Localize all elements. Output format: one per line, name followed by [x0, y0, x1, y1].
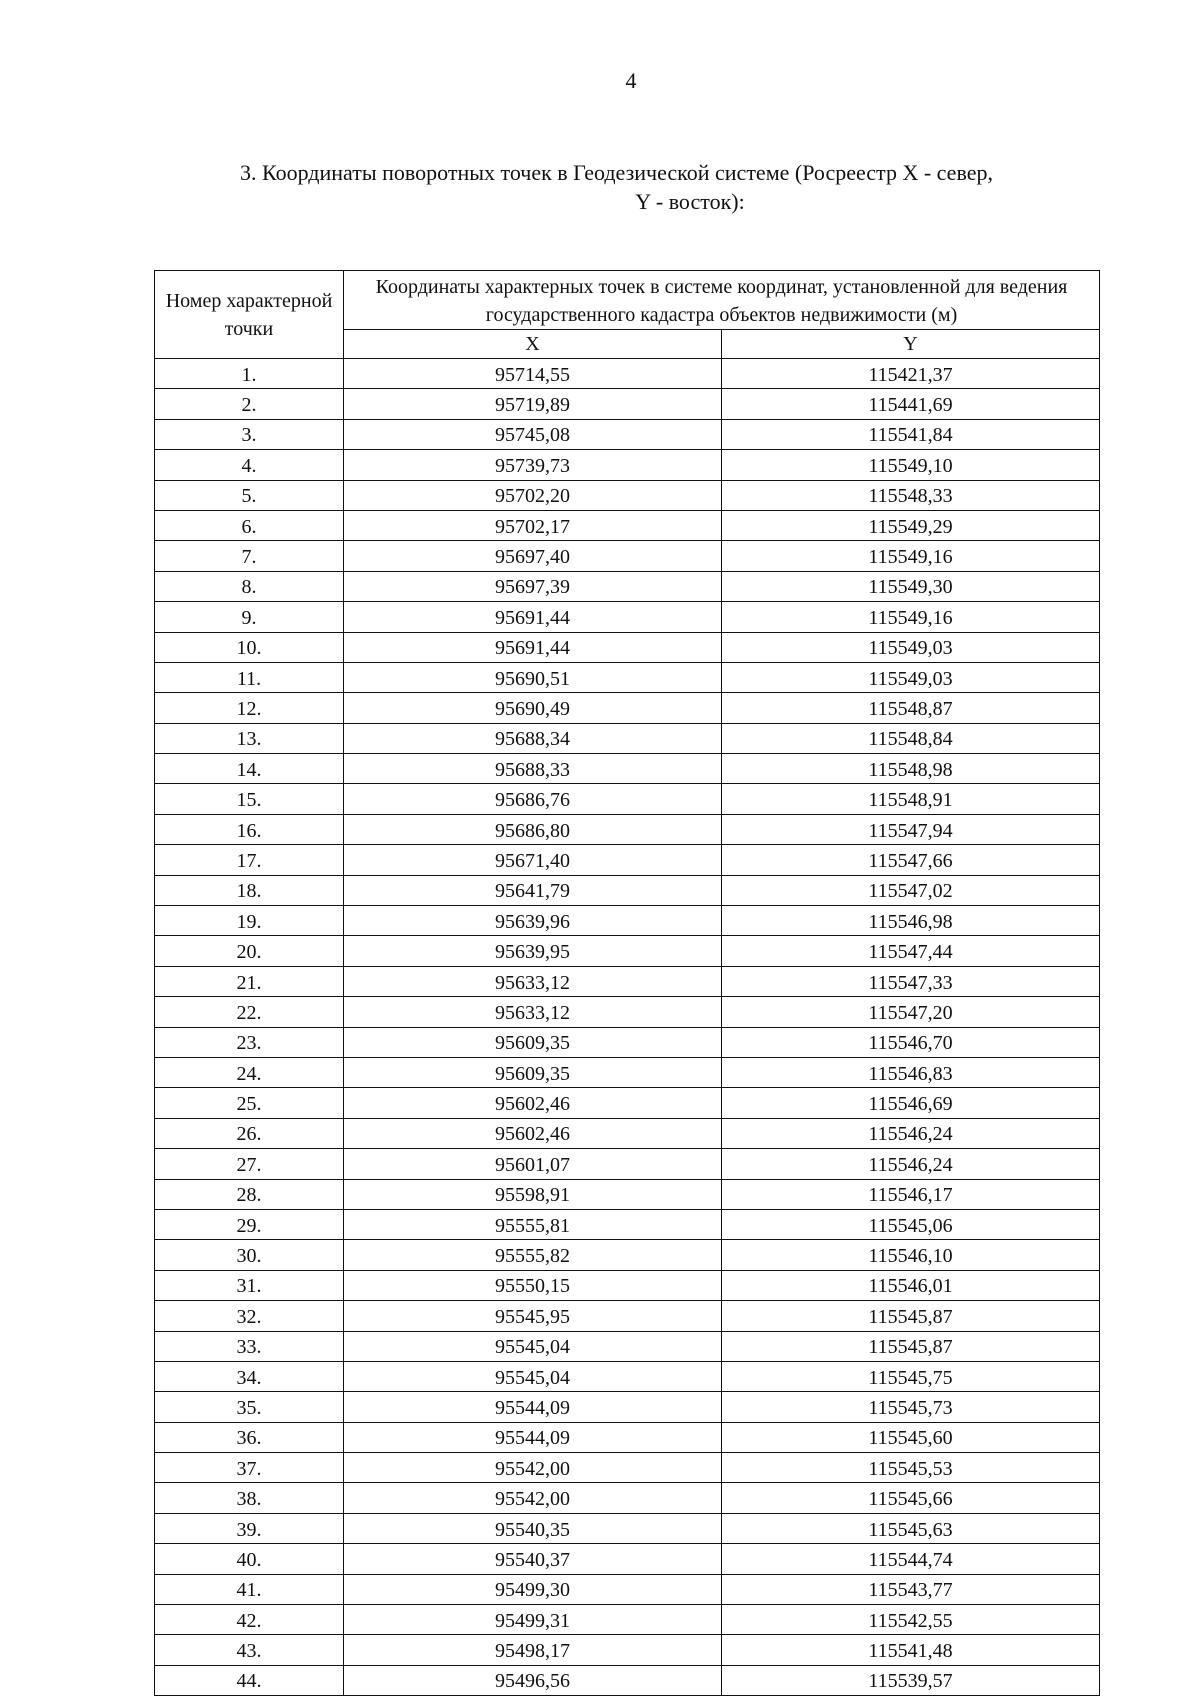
- table-row: [155, 1270, 1100, 1300]
- point-number-cell: 5.: [155, 480, 344, 510]
- point-number-cell: 9.: [155, 602, 344, 632]
- x-coordinate-cell: 95686,80: [344, 814, 722, 844]
- x-coordinate-cell: 95697,39: [344, 571, 722, 601]
- point-number-cell: 25.: [155, 1088, 344, 1118]
- point-number-cell: 36.: [155, 1422, 344, 1452]
- y-coordinate-cell: 115549,16: [722, 602, 1100, 632]
- x-coordinate-cell: 95609,35: [344, 1057, 722, 1087]
- x-coordinate-cell: 95540,35: [344, 1513, 722, 1543]
- y-coordinate-cell: 115548,84: [722, 723, 1100, 753]
- y-coordinate-cell: 115539,57: [722, 1665, 1100, 1695]
- x-coordinate-cell: 95745,08: [344, 419, 722, 449]
- x-column-header: X: [344, 330, 722, 359]
- section-heading-line-2: Y - восток):: [635, 189, 745, 214]
- x-coordinate-cell: 95697,40: [344, 541, 722, 571]
- point-number-cell: 21.: [155, 966, 344, 996]
- y-coordinate-cell: 115545,63: [722, 1513, 1100, 1543]
- y-column-header: Y: [722, 330, 1100, 359]
- y-coordinate-cell: 115545,87: [722, 1331, 1100, 1361]
- point-number-cell: 35.: [155, 1392, 344, 1422]
- x-coordinate-cell: 95633,12: [344, 997, 722, 1027]
- point-number-cell: 32.: [155, 1301, 344, 1331]
- table-row: [155, 1179, 1100, 1209]
- point-number-cell: 27.: [155, 1149, 344, 1179]
- table-row: [155, 541, 1100, 571]
- table-row: [155, 966, 1100, 996]
- coordinates-table: [154, 270, 1100, 1696]
- point-number-cell: 12.: [155, 693, 344, 723]
- y-coordinate-cell: 115548,98: [722, 754, 1100, 784]
- table-row: [155, 1209, 1100, 1239]
- point-number-cell: 28.: [155, 1179, 344, 1209]
- table-row: [155, 359, 1100, 389]
- point-number-cell: 3.: [155, 419, 344, 449]
- y-coordinate-cell: 115547,20: [722, 997, 1100, 1027]
- point-number-cell: 31.: [155, 1270, 344, 1300]
- table-row: [155, 693, 1100, 723]
- point-number-cell: 22.: [155, 997, 344, 1027]
- table-row: [155, 814, 1100, 844]
- table-row: [155, 662, 1100, 692]
- y-coordinate-cell: 115546,01: [722, 1270, 1100, 1300]
- x-coordinate-cell: 95499,30: [344, 1574, 722, 1604]
- x-coordinate-cell: 95691,44: [344, 602, 722, 632]
- point-number-cell: 8.: [155, 571, 344, 601]
- point-number-cell: 16.: [155, 814, 344, 844]
- x-coordinate-cell: 95691,44: [344, 632, 722, 662]
- y-coordinate-cell: 115547,33: [722, 966, 1100, 996]
- y-coordinate-cell: 115546,10: [722, 1240, 1100, 1270]
- coordinates-table-body: [155, 359, 1100, 1696]
- y-coordinate-cell: 115547,44: [722, 936, 1100, 966]
- x-coordinate-cell: 95702,17: [344, 510, 722, 540]
- x-coordinate-cell: 95496,56: [344, 1665, 722, 1695]
- table-row: [155, 571, 1100, 601]
- table-row: [155, 1483, 1100, 1513]
- point-number-cell: 14.: [155, 754, 344, 784]
- y-coordinate-cell: 115545,60: [722, 1422, 1100, 1452]
- y-coordinate-cell: 115545,66: [722, 1483, 1100, 1513]
- table-row: [155, 936, 1100, 966]
- table-row: [155, 784, 1100, 814]
- y-coordinate-cell: 115545,53: [722, 1453, 1100, 1483]
- y-coordinate-cell: 115441,69: [722, 389, 1100, 419]
- table-row: [155, 602, 1100, 632]
- table-row: [155, 1665, 1100, 1695]
- point-number-cell: 43.: [155, 1635, 344, 1665]
- x-coordinate-cell: 95545,04: [344, 1361, 722, 1391]
- y-coordinate-cell: 115546,70: [722, 1027, 1100, 1057]
- point-number-cell: 19.: [155, 906, 344, 936]
- table-row: [155, 1331, 1100, 1361]
- y-coordinate-cell: 115545,87: [722, 1301, 1100, 1331]
- y-coordinate-cell: 115546,98: [722, 906, 1100, 936]
- point-number-cell: 33.: [155, 1331, 344, 1361]
- x-coordinate-cell: 95641,79: [344, 875, 722, 905]
- point-number-cell: 23.: [155, 1027, 344, 1057]
- x-coordinate-cell: 95598,91: [344, 1179, 722, 1209]
- point-number-header: Номер характерной точки: [155, 271, 344, 359]
- point-number-cell: 39.: [155, 1513, 344, 1543]
- y-coordinate-cell: 115548,33: [722, 480, 1100, 510]
- y-coordinate-cell: 115545,75: [722, 1361, 1100, 1391]
- y-coordinate-cell: 115546,69: [722, 1088, 1100, 1118]
- point-number-cell: 2.: [155, 389, 344, 419]
- y-coordinate-cell: 115546,83: [722, 1057, 1100, 1087]
- y-coordinate-cell: 115548,91: [722, 784, 1100, 814]
- x-coordinate-cell: 95690,49: [344, 693, 722, 723]
- table-row: [155, 1453, 1100, 1483]
- x-coordinate-cell: 95686,76: [344, 784, 722, 814]
- y-coordinate-cell: 115541,84: [722, 419, 1100, 449]
- x-coordinate-cell: 95671,40: [344, 845, 722, 875]
- y-coordinate-cell: 115545,06: [722, 1209, 1100, 1239]
- point-number-cell: 24.: [155, 1057, 344, 1087]
- table-row: [155, 875, 1100, 905]
- x-coordinate-cell: 95545,95: [344, 1301, 722, 1331]
- y-coordinate-cell: 115547,02: [722, 875, 1100, 905]
- y-coordinate-cell: 115542,55: [722, 1605, 1100, 1635]
- table-row: [155, 1027, 1100, 1057]
- x-coordinate-cell: 95639,96: [344, 906, 722, 936]
- section-heading: [240, 158, 1100, 216]
- point-number-cell: 18.: [155, 875, 344, 905]
- point-number-cell: 26.: [155, 1118, 344, 1148]
- point-number-cell: 7.: [155, 541, 344, 571]
- y-coordinate-cell: 115421,37: [722, 359, 1100, 389]
- x-coordinate-cell: 95719,89: [344, 389, 722, 419]
- table-row: [155, 1513, 1100, 1543]
- x-coordinate-cell: 95690,51: [344, 662, 722, 692]
- x-coordinate-cell: 95555,82: [344, 1240, 722, 1270]
- point-number-cell: 1.: [155, 359, 344, 389]
- table-row: [155, 1361, 1100, 1391]
- table-row: [155, 1057, 1100, 1087]
- point-number-cell: 4.: [155, 450, 344, 480]
- y-coordinate-cell: 115549,03: [722, 632, 1100, 662]
- y-coordinate-cell: 115546,24: [722, 1149, 1100, 1179]
- point-number-cell: 10.: [155, 632, 344, 662]
- point-number-cell: 17.: [155, 845, 344, 875]
- table-row: [155, 1118, 1100, 1148]
- y-coordinate-cell: 115546,17: [722, 1179, 1100, 1209]
- x-coordinate-cell: 95739,73: [344, 450, 722, 480]
- x-coordinate-cell: 95545,04: [344, 1331, 722, 1361]
- y-coordinate-cell: 115549,29: [722, 510, 1100, 540]
- y-coordinate-cell: 115543,77: [722, 1574, 1100, 1604]
- point-number-cell: 6.: [155, 510, 344, 540]
- x-coordinate-cell: 95542,00: [344, 1483, 722, 1513]
- y-coordinate-cell: 115549,30: [722, 571, 1100, 601]
- x-coordinate-cell: 95555,81: [344, 1209, 722, 1239]
- point-number-cell: 30.: [155, 1240, 344, 1270]
- x-coordinate-cell: 95714,55: [344, 359, 722, 389]
- table-row: [155, 450, 1100, 480]
- x-coordinate-cell: 95602,46: [344, 1088, 722, 1118]
- point-number-cell: 38.: [155, 1483, 344, 1513]
- point-number-cell: 40.: [155, 1544, 344, 1574]
- coordinates-header: Координаты характерных точек в системе координат, установленной для ведения государственного кадастра объектов недвижимости (м): [344, 271, 1100, 330]
- x-coordinate-cell: 95601,07: [344, 1149, 722, 1179]
- x-coordinate-cell: 95542,00: [344, 1453, 722, 1483]
- x-coordinate-cell: 95498,17: [344, 1635, 722, 1665]
- point-number-cell: 13.: [155, 723, 344, 753]
- page-number: 4: [625, 68, 637, 93]
- section-heading-line-1: 3. Координаты поворотных точек в Геодезической системе (Росреестр X - север,: [240, 160, 993, 185]
- table-row: [155, 1392, 1100, 1422]
- table-row: [155, 1635, 1100, 1665]
- table-row: [155, 906, 1100, 936]
- y-coordinate-cell: 115547,94: [722, 814, 1100, 844]
- table-row: [155, 1149, 1100, 1179]
- table-row: [155, 1088, 1100, 1118]
- x-coordinate-cell: 95639,95: [344, 936, 722, 966]
- y-coordinate-cell: 115547,66: [722, 845, 1100, 875]
- point-number-cell: 29.: [155, 1209, 344, 1239]
- table-row: [155, 1422, 1100, 1452]
- point-number-cell: 15.: [155, 784, 344, 814]
- point-number-cell: 34.: [155, 1361, 344, 1391]
- y-coordinate-cell: 115549,10: [722, 450, 1100, 480]
- y-coordinate-cell: 115549,03: [722, 662, 1100, 692]
- x-coordinate-cell: 95609,35: [344, 1027, 722, 1057]
- x-coordinate-cell: 95633,12: [344, 966, 722, 996]
- x-coordinate-cell: 95550,15: [344, 1270, 722, 1300]
- table-row: [155, 510, 1100, 540]
- point-number-cell: 20.: [155, 936, 344, 966]
- x-coordinate-cell: 95602,46: [344, 1118, 722, 1148]
- point-number-cell: 11.: [155, 662, 344, 692]
- table-row: [155, 1544, 1100, 1574]
- table-row: [155, 845, 1100, 875]
- table-row: [155, 997, 1100, 1027]
- table-row: [155, 632, 1100, 662]
- y-coordinate-cell: 115541,48: [722, 1635, 1100, 1665]
- point-number-cell: 42.: [155, 1605, 344, 1635]
- x-coordinate-cell: 95702,20: [344, 480, 722, 510]
- table-row: [155, 1240, 1100, 1270]
- table-row: [155, 389, 1100, 419]
- x-coordinate-cell: 95688,34: [344, 723, 722, 753]
- table-row: [155, 754, 1100, 784]
- y-coordinate-cell: 115544,74: [722, 1544, 1100, 1574]
- y-coordinate-cell: 115549,16: [722, 541, 1100, 571]
- table-row: [155, 1605, 1100, 1635]
- table-row: [155, 480, 1100, 510]
- y-coordinate-cell: 115545,73: [722, 1392, 1100, 1422]
- table-row: [155, 1301, 1100, 1331]
- y-coordinate-cell: 115546,24: [722, 1118, 1100, 1148]
- x-coordinate-cell: 95499,31: [344, 1605, 722, 1635]
- point-number-cell: 37.: [155, 1453, 344, 1483]
- x-coordinate-cell: 95540,37: [344, 1544, 722, 1574]
- y-coordinate-cell: 115548,87: [722, 693, 1100, 723]
- table-row: [155, 419, 1100, 449]
- table-row: [155, 1574, 1100, 1604]
- x-coordinate-cell: 95688,33: [344, 754, 722, 784]
- x-coordinate-cell: 95544,09: [344, 1422, 722, 1452]
- x-coordinate-cell: 95544,09: [344, 1392, 722, 1422]
- point-number-cell: 44.: [155, 1665, 344, 1695]
- point-number-cell: 41.: [155, 1574, 344, 1604]
- table-row: [155, 723, 1100, 753]
